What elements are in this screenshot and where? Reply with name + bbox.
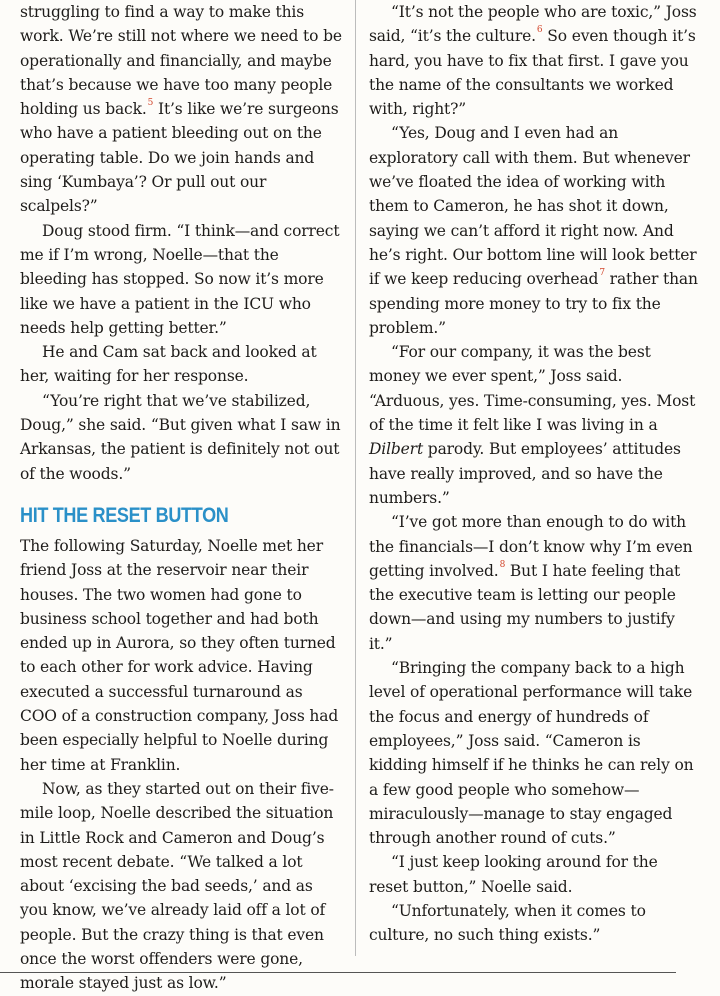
paragraph: “Unfortunately, when it comes to culture, no such thing exists.” [369, 901, 646, 945]
paragraph: “For our company, it was the best money we ever spent,” Joss said. “Arduous, yes. Time-consuming, yes. Most of the time it felt like I was living in a Dilbert parody. But employees’ attitudes have really improved, and so have the numbers.” [369, 343, 696, 507]
paragraph: Now, as they started out on their five-mile loop, Noelle described the situation in Little Rock and Cameron and Doug’s most recent debate. “We talked a lot about ‘excising the bad seeds,’ and as you know, we’ve already laid off a lot of people. But the crazy thing is that even once the worst offenders were gone, morale stayed just as low.” [20, 779, 334, 993]
paragraph: “I’ve got more than enough to do with the financials—I don’t know why I’m even getting involved.$^8$ But I hate feeling that the executive team is letting our people down—and using my numbers to justify it.” [369, 513, 693, 653]
italic-title: Dilbert [369, 440, 424, 459]
footnote-marker[interactable]: 8 [499, 559, 506, 570]
paragraph: struggling to find a way to make this work. We’re still not where we need to be operationally and financially, and maybe that’s because we have too many people holding us back.$^5$ It’s like we’re surgeons who have a patient bleeding out on the operating table. Do we join hands and sing ‘Kumbaya’? Or pull out our scalpels?” [20, 3, 342, 216]
paragraph: The following Saturday, Noelle met her friend Joss at the reservoir near their houses. The two women had gone to business school together and had both ended up in Aurora, so they often turned to each other for work advice. Having executed a successful turnaround as COO of a construction company, Joss had been especially helpful to Noelle during her time at Franklin. [20, 536, 339, 774]
column-divider [355, 0, 356, 956]
paragraph: “I just keep looking around for the reset button,” Noelle said. [369, 853, 658, 896]
paragraph: “Bringing the company back to a high level of operational performance will take the focus and energy of hundreds of employees,” Joss said. “Cameron is kidding himself if he thinks he can rely on a few good people who somehow—miraculously—manage to stay engaged through another round of cuts.” [369, 659, 694, 848]
footnote-marker[interactable]: 6 [536, 25, 543, 36]
paragraph: Doug stood firm. “I think—and correct me if I’m wrong, Noelle—that the bleeding has stopped. So now it’s more like we have a patient in the ICU who needs help getting better.” [20, 221, 340, 337]
bottom-rule [0, 972, 676, 973]
footnote-marker[interactable]: 7 [599, 268, 605, 279]
left-column [20, 0, 342, 996]
section-heading: HIT THE RESET BUTTON [20, 503, 229, 527]
footnote-marker[interactable]: 5 [147, 98, 154, 109]
paragraph: He and Cam sat back and looked at her, waiting for her response. [20, 343, 317, 386]
right-column [369, 0, 699, 948]
paragraph: “You’re right that we’ve stabilized, Doug,” she said. “But given what I saw in Arkansas, the patient is definitely not out of the woods.” [20, 391, 341, 483]
paragraph: “It’s not the people who are toxic,” Joss said, “it’s the culture.$^6$ So even though it’s hard, you have to fix that first. I gave you the name of the consultants we worked with, right?” [369, 3, 697, 119]
paragraph: “Yes, Doug and I even had an exploratory call with them. But whenever we’ve floated the idea of working with them to Cameron, he has shot it down, saying we can’t afford it right now. And he’s right. Our bottom line will look better if we keep reducing overhead$^7$ rather than spending more money to try to fix the problem.” [369, 124, 698, 337]
